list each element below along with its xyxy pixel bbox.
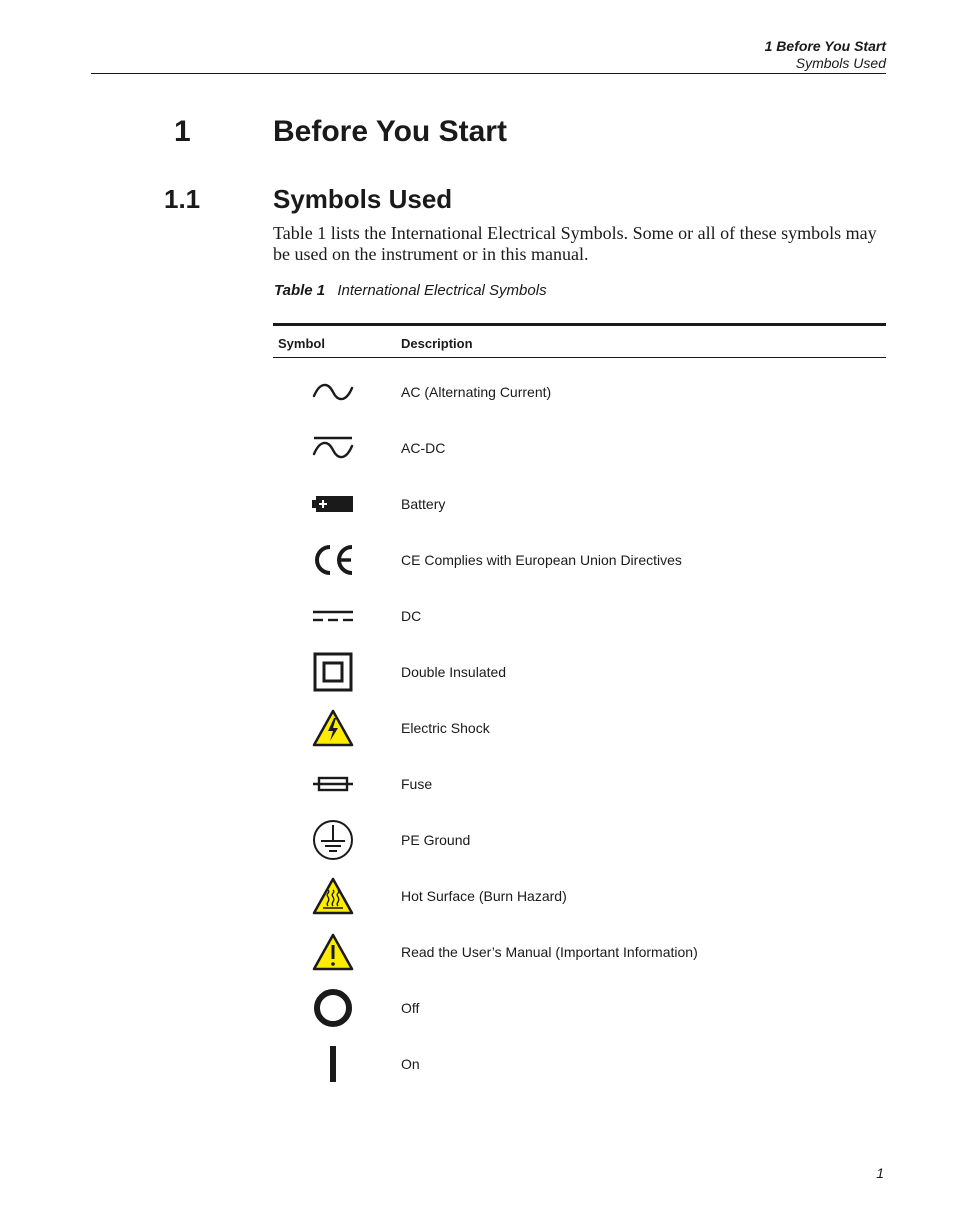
read-manual-warning-icon bbox=[311, 932, 355, 972]
table-caption-label: Table 1 bbox=[274, 282, 326, 299]
table-row bbox=[273, 1036, 886, 1092]
off-icon bbox=[311, 988, 355, 1028]
table-row bbox=[273, 924, 886, 980]
ac-icon bbox=[311, 372, 355, 412]
column-header-description: Description bbox=[401, 336, 473, 351]
row-description: Fuse bbox=[401, 776, 433, 792]
chapter-title: Before You Start bbox=[273, 115, 507, 148]
on-icon bbox=[311, 1044, 355, 1084]
table-row bbox=[273, 588, 886, 644]
dc-icon bbox=[311, 596, 355, 636]
row-description: Electric Shock bbox=[401, 720, 490, 736]
table-header bbox=[273, 326, 886, 358]
intro-paragraph: Table 1 lists the International Electrical Symbols. Some or all of these symbols may be used on the instrument or in this manual. bbox=[273, 223, 877, 264]
row-description: PE Ground bbox=[401, 832, 471, 848]
table-row bbox=[273, 532, 886, 588]
electric-shock-icon bbox=[311, 708, 355, 748]
table-row bbox=[273, 756, 886, 812]
running-head-section: Symbols Used bbox=[795, 55, 886, 71]
table-caption-title: International Electrical Symbols bbox=[337, 282, 547, 299]
row-description: Battery bbox=[401, 496, 446, 512]
table-row bbox=[273, 364, 886, 420]
column-header-symbol: Symbol bbox=[278, 336, 325, 351]
row-description: AC (Alternating Current) bbox=[401, 384, 552, 400]
table-row bbox=[273, 420, 886, 476]
ce-mark-icon bbox=[311, 540, 355, 580]
fuse-icon bbox=[311, 764, 355, 804]
pe-ground-icon bbox=[311, 820, 355, 860]
running-head-chapter: 1 Before You Start bbox=[764, 38, 886, 54]
row-description: DC bbox=[401, 608, 422, 624]
battery-icon bbox=[311, 484, 355, 524]
chapter-number: 1 bbox=[174, 115, 191, 148]
section-title: Symbols Used bbox=[273, 184, 453, 214]
row-description: Read the User’s Manual (Important Information) bbox=[401, 944, 698, 960]
row-description: Double Insulated bbox=[401, 664, 507, 680]
running-head bbox=[765, 38, 886, 72]
row-description: CE Complies with European Union Directives bbox=[401, 552, 682, 568]
table-row bbox=[273, 644, 886, 700]
table-row bbox=[273, 476, 886, 532]
table-caption bbox=[274, 282, 547, 300]
header-rule bbox=[91, 73, 886, 74]
hot-surface-icon bbox=[311, 876, 355, 916]
row-description: On bbox=[401, 1056, 420, 1072]
symbols-table bbox=[273, 323, 886, 1072]
double-insulated-icon bbox=[311, 652, 355, 692]
table-row bbox=[273, 812, 886, 868]
table-row bbox=[273, 980, 886, 1036]
row-description: Off bbox=[401, 1000, 420, 1016]
table-row bbox=[273, 868, 886, 924]
section-number: 1.1 bbox=[164, 184, 201, 214]
row-description: Hot Surface (Burn Hazard) bbox=[401, 888, 567, 904]
table-row bbox=[273, 700, 886, 756]
row-description: AC-DC bbox=[401, 440, 446, 456]
ac-dc-icon bbox=[311, 428, 355, 468]
page-number: 1 bbox=[876, 1165, 884, 1181]
